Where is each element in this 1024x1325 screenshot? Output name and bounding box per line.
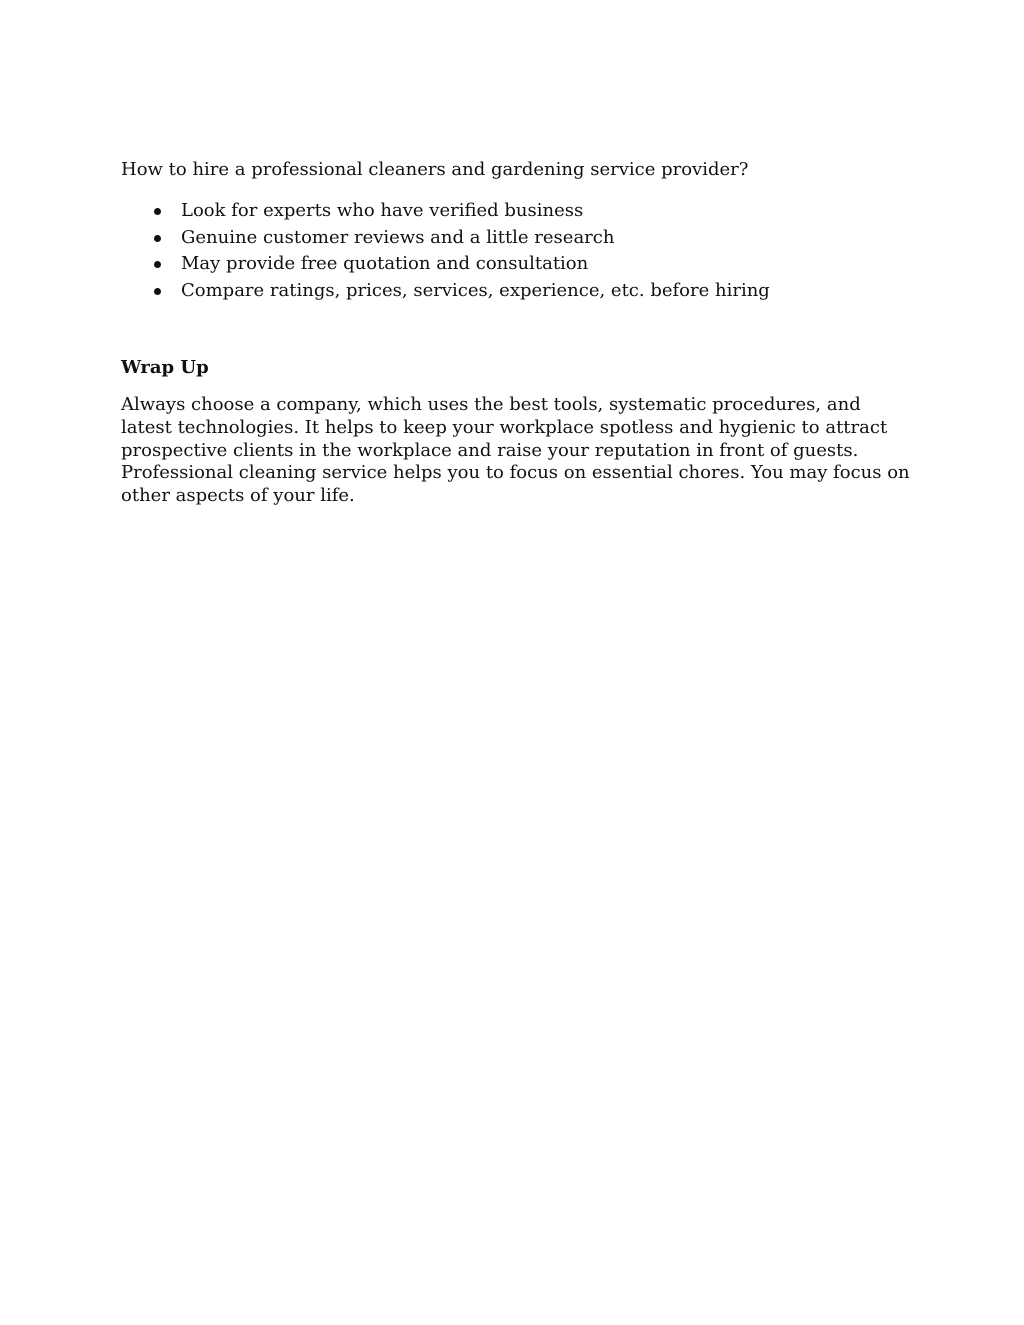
document-content	[121, 158, 911, 508]
section-heading: Wrap Up	[121, 357, 209, 378]
bullet-text: Compare ratings, prices, services, experience, etc. before hiring	[181, 279, 770, 301]
bullet-item	[121, 198, 911, 225]
bullet-icon	[154, 208, 161, 215]
bullet-text: Genuine customer reviews and a little research	[181, 226, 615, 248]
bullet-icon	[154, 235, 161, 242]
bullet-icon	[154, 288, 161, 295]
wrap-up-paragraph: Always choose a company, which uses the best tools, systematic procedures, and latest technologies. It helps to keep your workplace spotless and hygienic to attract prospective clients in the workplace and raise your reputation in front of guests. Professional cleaning service helps you to focus on essential chores. You may focus on other aspects of your life.	[121, 394, 910, 506]
intro-question: How to hire a professional cleaners and gardening service provider?	[121, 159, 749, 180]
bullet-text: May provide free quotation and consultation	[181, 253, 589, 274]
bullet-item	[121, 225, 911, 252]
bullet-icon	[154, 261, 161, 268]
bullet-text: Look for experts who have verified business	[181, 200, 584, 221]
bullet-list	[121, 198, 911, 304]
bullet-item	[121, 278, 911, 305]
bullet-item	[121, 251, 911, 278]
